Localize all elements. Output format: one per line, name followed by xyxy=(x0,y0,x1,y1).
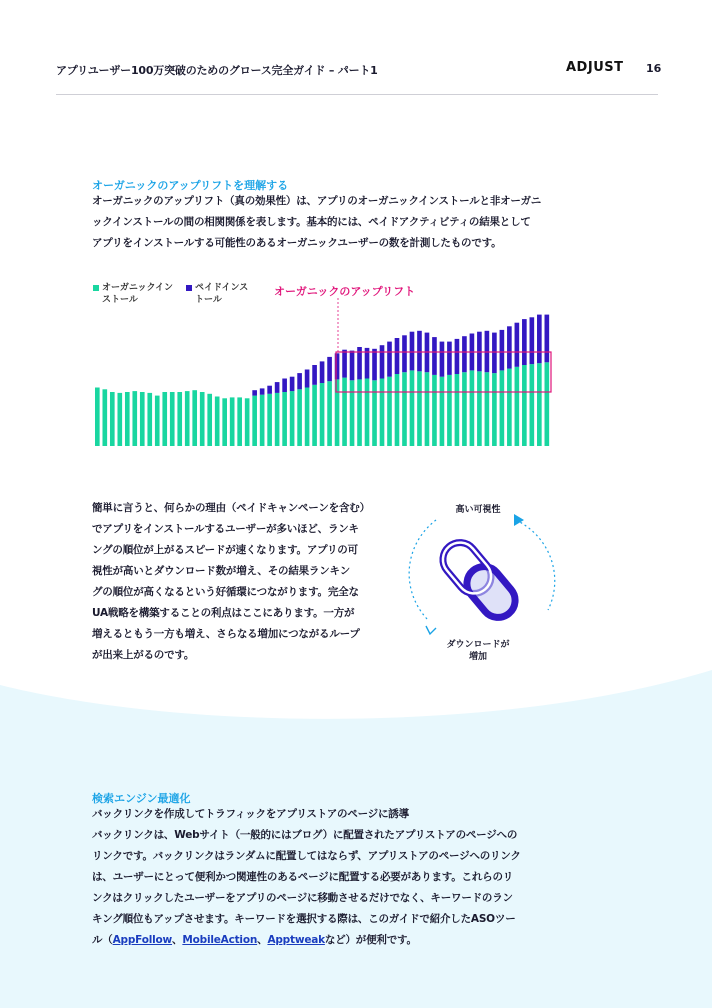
separator: 、 xyxy=(257,934,268,946)
bar-paid xyxy=(492,333,497,374)
bar-organic xyxy=(252,396,257,446)
bar-organic xyxy=(365,379,370,447)
bar-paid xyxy=(395,338,400,374)
separator: 、 xyxy=(172,934,183,946)
bar-organic xyxy=(522,365,527,446)
bar-paid xyxy=(387,342,392,377)
bar-organic xyxy=(485,372,490,446)
bar-organic xyxy=(237,397,242,446)
bar-organic xyxy=(200,392,205,446)
cycle-arc-left xyxy=(409,520,436,620)
bar-organic xyxy=(125,392,130,446)
bar-organic xyxy=(192,390,197,446)
bar-paid xyxy=(297,373,302,389)
bar-organic xyxy=(470,370,475,446)
text-line: グの順位が高くなるという好循環につながります。完全な xyxy=(92,586,359,598)
bar-organic xyxy=(440,377,445,446)
text-line: 増えるともう一方も増え、さらなる増加につながるループ xyxy=(92,628,360,640)
link-icon xyxy=(436,536,522,625)
arrow-top-icon xyxy=(514,514,524,526)
text-fragment: ル（ xyxy=(92,934,113,946)
section2-body xyxy=(92,498,392,666)
bar-organic xyxy=(305,388,310,447)
bar-paid xyxy=(440,342,445,377)
text-fragment: など）が便利です。 xyxy=(324,934,417,946)
organic-uplift-chart xyxy=(90,278,565,453)
bar-organic xyxy=(462,372,467,446)
section3-subheading: バックリンクを作成してトラフィックをアプリストアのページに誘導 xyxy=(92,808,409,820)
text-line: アプリをインストールする可能性のあるオーガニックユーザーの数を計測したものです。 xyxy=(92,237,502,249)
bar-organic xyxy=(275,393,280,446)
bar-organic xyxy=(515,367,520,446)
text-line: ングの順位が上がるスピードが速くなります。アプリの可 xyxy=(92,544,358,556)
bar-organic xyxy=(402,372,407,446)
bar-organic xyxy=(417,371,422,446)
arrow-bottom-icon xyxy=(426,626,436,634)
bar-organic xyxy=(207,394,212,446)
bar-organic xyxy=(432,375,437,446)
bar-organic xyxy=(425,372,430,446)
chart-canvas xyxy=(90,278,565,453)
bar-paid xyxy=(522,319,527,365)
bar-organic xyxy=(342,378,347,446)
text-line: UA戦略を構築することの利点はここにあります。一方が xyxy=(92,607,355,619)
bar-organic xyxy=(537,363,542,446)
apptweak-link[interactable]: Apptweak xyxy=(267,934,325,946)
bar-organic xyxy=(357,379,362,446)
bar-paid xyxy=(455,339,460,374)
bar-organic xyxy=(140,392,145,446)
appfollow-link[interactable]: AppFollow xyxy=(112,934,173,946)
bar-organic xyxy=(387,377,392,446)
visibility-cycle-diagram xyxy=(398,500,558,670)
bar-organic xyxy=(162,392,167,446)
bar-organic xyxy=(245,398,250,446)
bar-organic xyxy=(132,391,137,446)
section3-body xyxy=(92,804,592,951)
bar-organic xyxy=(320,383,325,446)
bar-paid xyxy=(500,330,505,371)
bar-organic xyxy=(545,362,550,446)
bar-paid xyxy=(290,377,295,391)
text-line: バックリンクは、Webサイト（一般的にはブログ）に配置されたアプリストアのページへの xyxy=(92,829,518,841)
bar-paid xyxy=(380,345,385,378)
bar-organic xyxy=(177,392,182,446)
text-line: ンクはクリックしたユーザーをアプリのページに移動させるだけでなく、キーワードのラン xyxy=(92,892,513,904)
section-heading-organic-uplift: オーガニックのアップリフトを理解する xyxy=(92,179,289,192)
bar-organic xyxy=(215,397,220,447)
bar-paid xyxy=(275,382,280,393)
text-line: オーガニックのアップリフト（真の効果性）は、アプリのオーガニックインストールと非オーガニ xyxy=(92,195,542,207)
text-line: リンクです。バックリンクはランダムに配置してはならず、アプリストアのページへのリンク xyxy=(92,850,521,862)
bar-paid xyxy=(327,357,332,381)
bar-paid xyxy=(402,335,407,372)
cycle-graphic xyxy=(398,500,558,670)
bar-organic xyxy=(380,379,385,447)
bar-paid xyxy=(462,336,467,372)
bar-paid xyxy=(312,365,317,385)
bar-organic xyxy=(95,388,100,447)
bar-paid xyxy=(410,332,415,371)
bar-organic xyxy=(260,395,265,446)
bar-organic xyxy=(170,392,175,446)
mobileaction-link[interactable]: MobileAction xyxy=(182,934,258,946)
bar-organic xyxy=(290,391,295,446)
bar-paid xyxy=(252,390,257,395)
bar-paid xyxy=(447,342,452,375)
legend-label-paid: ペイドインストール xyxy=(195,283,249,305)
bars-group xyxy=(95,315,549,446)
bar-paid xyxy=(545,315,550,363)
bar-paid xyxy=(372,349,377,381)
bar-organic xyxy=(147,393,152,446)
bar-organic xyxy=(410,370,415,446)
bar-organic xyxy=(500,370,505,446)
bar-organic xyxy=(230,397,235,446)
bar-organic xyxy=(110,392,115,446)
bar-organic xyxy=(327,381,332,446)
page-number: 16 xyxy=(646,62,662,75)
text-line: 視性が高いとダウンロード数が増え、その結果ランキン xyxy=(92,565,351,577)
bar-paid xyxy=(432,337,437,375)
bar-organic xyxy=(117,393,122,446)
bar-organic xyxy=(312,385,317,446)
text-line: が出来上がるのです。 xyxy=(92,649,195,661)
bar-organic xyxy=(455,374,460,446)
bar-organic xyxy=(372,380,377,446)
text-line: は、ユーザーにとって便利かつ関連性のあるページに配置する必要があります。これらのリ xyxy=(92,871,514,883)
bar-paid xyxy=(282,379,287,393)
text-line: キング順位もアップさせます。キーワードを選択する際は、このガイドで紹介したASOツー xyxy=(92,913,516,925)
bar-paid xyxy=(320,361,325,383)
bar-organic xyxy=(530,364,535,446)
bar-paid xyxy=(515,323,520,367)
bar-paid xyxy=(537,315,542,364)
text-line: でアプリをインストールするユーザーが多いほど、ランキ xyxy=(92,523,359,535)
text-line: 簡単に言うと、何らかの理由（ペイドキャンペーンを含む） xyxy=(92,502,370,514)
bar-paid xyxy=(260,388,265,394)
section-heading-seo: 検索エンジン最適化 xyxy=(92,792,191,805)
bar-organic xyxy=(492,373,497,446)
cycle-top-label: 高い可視性 xyxy=(455,505,501,515)
text-line: ックインストールの間の相関関係を表します。基本的には、ペイドアクティビティの結果として xyxy=(92,216,531,228)
cycle-bottom-label-line2: 増加 xyxy=(468,652,487,662)
bar-paid xyxy=(417,331,422,372)
document-title: アプリユーザー100万突破のためのグロース完全ガイド – パート1 xyxy=(56,64,378,77)
bar-organic xyxy=(507,369,512,446)
bar-organic xyxy=(477,371,482,446)
text-line-last xyxy=(92,930,592,951)
page-header xyxy=(56,60,662,95)
bar-organic xyxy=(267,394,272,446)
bar-paid xyxy=(267,386,272,394)
section1-body xyxy=(92,191,572,254)
bar-organic xyxy=(185,391,190,446)
bar-organic xyxy=(222,398,227,446)
bar-paid xyxy=(350,351,355,381)
bar-organic xyxy=(447,375,452,446)
bar-organic xyxy=(395,374,400,446)
adjust-logo: ADJUST xyxy=(566,60,624,75)
uplift-annotation-label: オーガニックのアップリフト xyxy=(274,285,416,298)
bar-paid xyxy=(305,370,310,388)
bar-organic xyxy=(350,380,355,446)
bar-organic xyxy=(102,389,107,446)
bar-organic xyxy=(297,389,302,446)
bar-paid xyxy=(342,350,347,378)
bar-paid xyxy=(507,326,512,368)
bar-organic xyxy=(282,392,287,446)
cycle-bottom-label-line1: ダウンロードが xyxy=(446,640,510,650)
bar-organic xyxy=(155,396,160,446)
bar-paid xyxy=(530,317,535,364)
legend-label-organic: オーガニックインストール xyxy=(102,283,174,305)
cycle-arc-right xyxy=(516,520,555,610)
